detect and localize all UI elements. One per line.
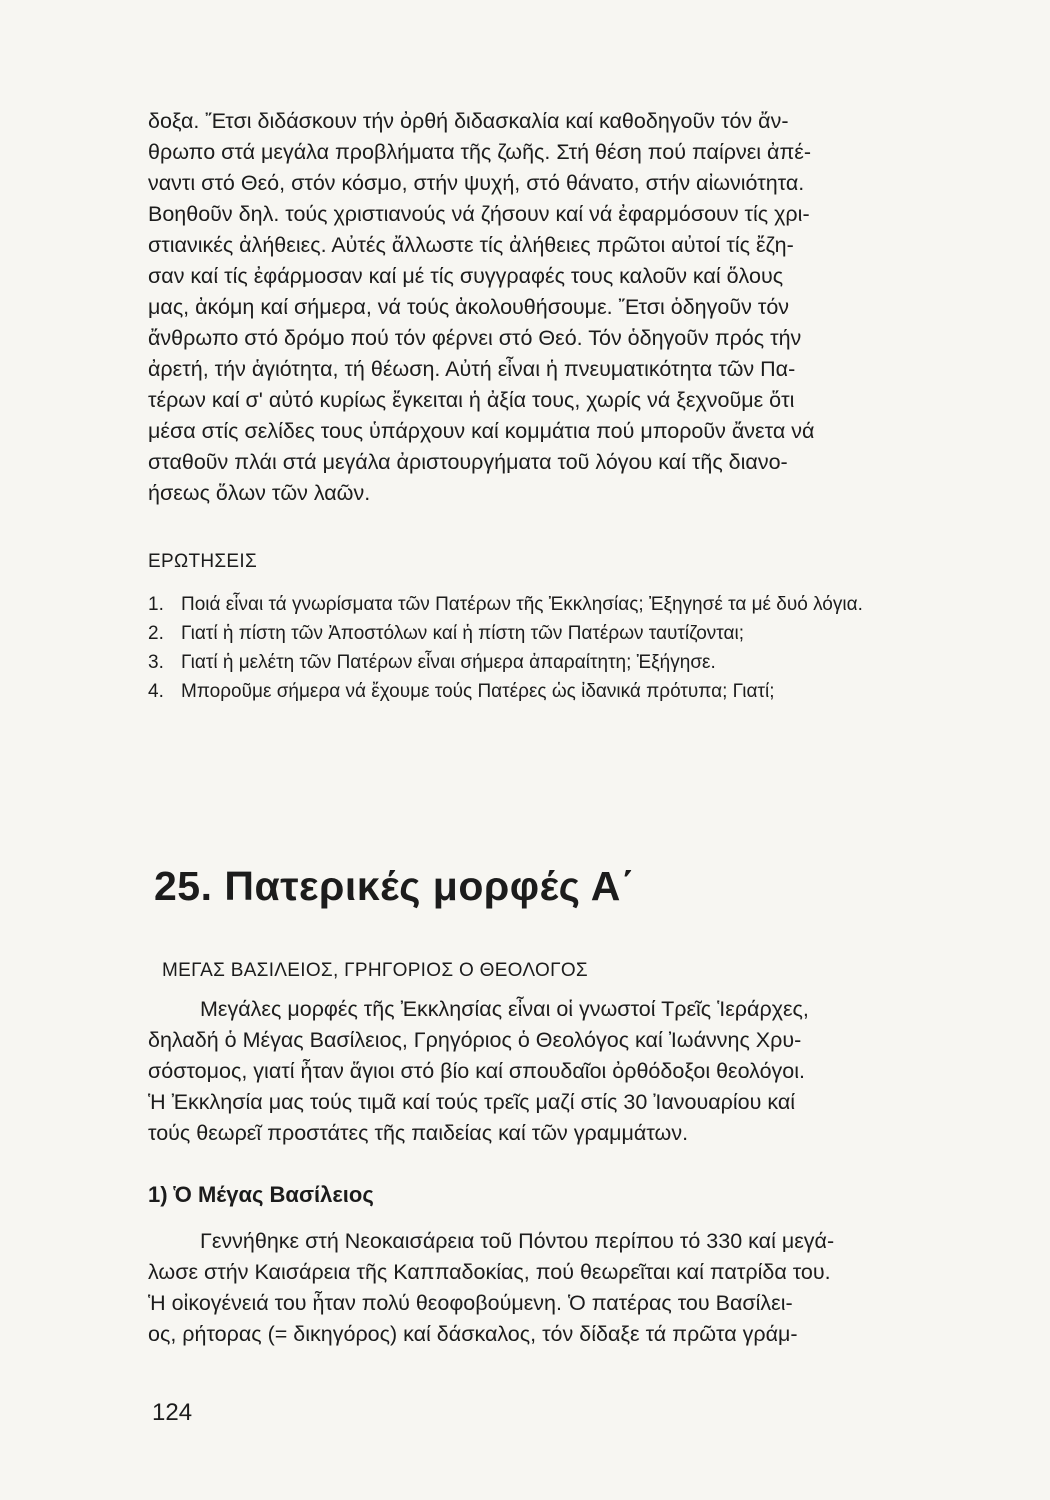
question-number: 3.	[148, 652, 164, 673]
question-item	[148, 620, 980, 647]
questions-heading: ΕΡΩΤΗΣΕΙΣ	[148, 551, 258, 572]
question-text: Γιατί ἡ πίστη τῶν Ἀποστόλων καί ἡ πίστη τῶν Πατέρων ταυτίζονται;	[181, 623, 745, 644]
questions-list	[148, 591, 980, 707]
question-number: 1.	[148, 594, 164, 615]
question-text: Γιατί ἡ μελέτη τῶν Πατέρων εἶναι σήμερα ἀπαραίτητη; Ἐξήγησε.	[181, 652, 716, 673]
question-number: 2.	[148, 623, 164, 644]
intro-paragraph: δοξα. Ἔτσι διδάσκουν τήν ὀρθή διδασκαλία καί καθοδηγοῦν τόν ἄν- θρωπο στά μεγάλα προβλήματα τῆς ζωῆς. Στή θέση πού παίρνει ἀπέ- ναντι στό Θεό, στόν κόσμο, στήν ψυχή, στό θάνατο, στήν αἰωνιότητα. Βοηθοῦν δηλ. τούς χριστιανούς νά ζήσουν καί νά ἐφαρμόσουν τίς χρι- στιανικές ἀλήθειες. Αὐτές ἄλλωστε τίς ἀλήθειες πρῶτοι αὐτοί τίς ἔζη- σαν καί τίς ἐφάρμοσαν καί μέ τίς συγγραφές τους καλοῦν καί ὅλους μας, ἀκόμη καί σήμερα, νά τούς ἀκολουθήσουμε. Ἔτσι ὁδηγοῦν τόν ἄνθρωπο στό δρόμο πού τόν φέρνει στό Θεό. Τόν ὁδηγοῦν πρός τήν ἀρετή, τήν ἁγιότητα, τή θέωση. Αὐτή εἶναι ἡ πνευματικότητα τῶν Πα- τέρων καί σ' αὐτό κυρίως ἔγκειται ἡ ἀξία τους, χωρίς νά ξεχνοῦμε ὅτι μέσα στίς σελίδες τους ὑπάρχουν καί κομμάτια πού μποροῦν ἄνετα νά σταθοῦν πλάι στά μεγάλα ἀριστουργήματα τοῦ λόγου καί τῆς διανο- ήσεως ὅλων τῶν λαῶν.	[148, 109, 815, 505]
chapter-subtitle: ΜΕΓΑΣ ΒΑΣΙΛΕΙΟΣ, ΓΡΗΓΟΡΙΟΣ Ο ΘΕΟΛΟΓΟΣ	[162, 960, 588, 981]
question-item	[148, 591, 980, 618]
question-item	[148, 649, 980, 676]
chapter-title: 25. Πατερικές μορφές Α΄	[154, 863, 636, 909]
question-text: Ποιά εἶναι τά γνωρίσματα τῶν Πατέρων τῆς Ἐκκλησίας; Ἐξηγησέ τα μέ δυό λόγια.	[181, 594, 863, 615]
page-number: 124	[152, 1399, 193, 1426]
question-number: 4.	[148, 681, 164, 702]
question-text: Μποροῦμε σήμερα νά ἔχουμε τούς Πατέρες ὡς ἰδανικά πρότυπα; Γιατί;	[181, 681, 775, 702]
chapter-intro-paragraph: Μεγάλες μορφές τῆς Ἐκκλησίας εἶναι οἱ γνωστοί Τρεῖς Ἱεράρχες, δηλαδή ὁ Μέγας Βασίλειος, Γρηγόριος ὁ Θεολόγος καί Ἰωάννης Χρυ- σόστομος, γιατί ἦταν ἅγιοι στό βίο καί σπουδαῖοι ὀρθόδοξοι θεολόγοι. Ἡ Ἐκκλησία μας τούς τιμᾶ καί τούς τρεῖς μαζί στίς 30 Ἰανουαρίου καί τούς θεωρεῖ προστάτες τῆς παιδείας καί τῶν γραμμάτων.	[148, 997, 809, 1145]
question-item	[148, 678, 980, 705]
section-paragraph: Γεννήθηκε στή Νεοκαισάρεια τοῦ Πόντου περίπου τό 330 καί μεγά- λωσε στήν Καισάρεια τῆς Καππαδοκίας, πού θεωρεῖται καί πατρίδα του. Ἡ οἰκογένειά του ἦταν πολύ θεοφοβούμενη. Ὁ πατέρας του Βασίλει- ος, ρήτορας (= δικηγόρος) καί δάσκαλος, τόν δίδαξε τά πρῶτα γράμ-	[148, 1229, 835, 1346]
section-heading: 1) Ὁ Μέγας Βασίλειος	[148, 1182, 374, 1207]
